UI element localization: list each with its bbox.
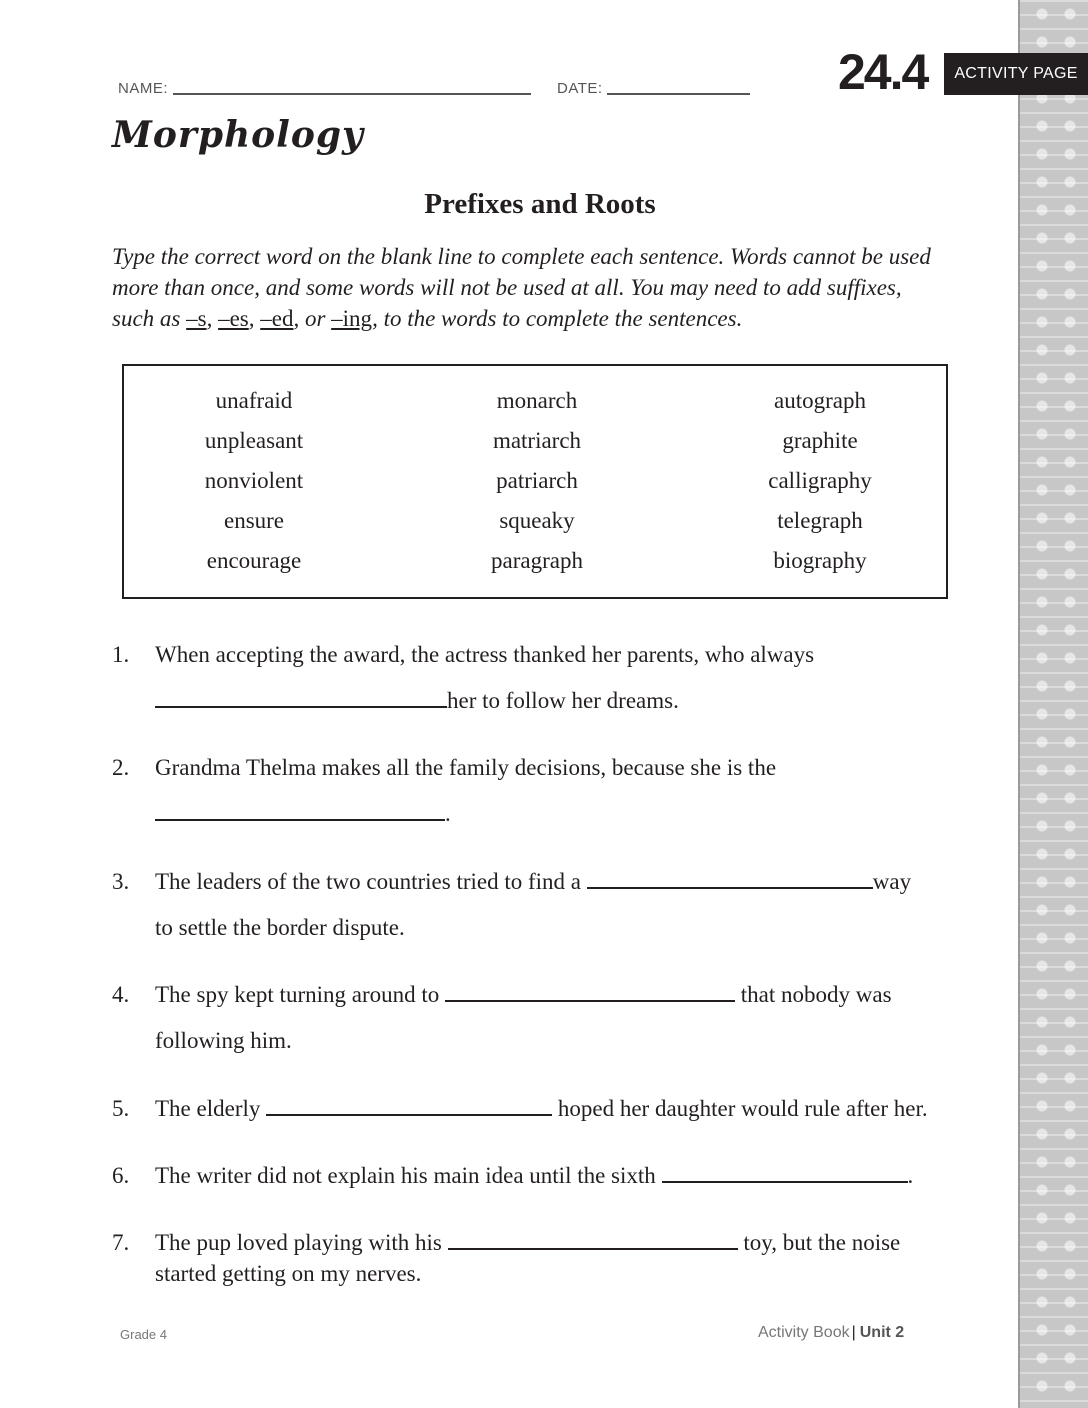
question-line (155, 1161, 913, 1191)
answer-blank[interactable] (445, 980, 735, 1002)
question-line (155, 867, 911, 897)
question-text: When accepting the award, the actress thanked her parents, who always (155, 642, 815, 667)
word-bank-word: patriarch (496, 468, 578, 493)
question-text: following him. (155, 1028, 292, 1053)
footer-unit: Unit 2 (859, 1324, 905, 1341)
answer-blank[interactable] (155, 799, 445, 821)
word-bank-word: monarch (496, 388, 578, 413)
word-bank-word: unpleasant (204, 428, 304, 453)
instructions-sep: , or (293, 306, 332, 331)
word-bank-word: nonviolent (204, 468, 304, 493)
word-bank-word: telegraph (777, 508, 863, 533)
question-text: The elderly (155, 1096, 267, 1121)
question-text: . (445, 801, 451, 826)
question-text: that nobody was (735, 982, 892, 1007)
word-bank-word: unafraid (215, 388, 293, 413)
question-number: 4. (112, 982, 130, 1007)
word-bank-word: ensure (223, 508, 285, 533)
question-text: The spy kept turning around to (155, 982, 446, 1007)
footer-book-title: Activity Book (758, 1324, 850, 1341)
question-number: 7. (112, 1230, 130, 1255)
question-text: way (872, 869, 912, 894)
answer-blank[interactable] (662, 1161, 908, 1183)
footer-book (758, 1324, 904, 1342)
question-line (155, 686, 679, 716)
footer-separator: | (851, 1324, 856, 1341)
suffix-ed: –ed (260, 306, 294, 331)
question-line (155, 799, 451, 829)
date-label: DATE: (557, 80, 603, 97)
question-line (155, 1228, 900, 1258)
question-number: 1. (112, 642, 130, 667)
question-number: 5. (112, 1096, 130, 1121)
suffix-es: –es (218, 306, 249, 331)
suffix-s: –s (186, 306, 207, 331)
suffix-ing: –ing (331, 306, 373, 331)
question-text: to settle the border dispute. (155, 915, 405, 940)
word-bank-word: calligraphy (768, 468, 872, 493)
question-text: The pup loved playing with his (155, 1230, 448, 1255)
question-text: hoped her daughter would rule after her. (552, 1096, 928, 1121)
answer-blank[interactable] (155, 686, 447, 708)
word-bank (122, 364, 948, 599)
word-bank-word: autograph (774, 388, 866, 413)
name-field[interactable] (173, 93, 531, 95)
instructions-text: , to the words to complete the sentences. (372, 306, 743, 331)
question-text: Grandma Thelma makes all the family decisions, because she is the (155, 755, 777, 780)
activity-page-badge: ACTIVITY PAGE (944, 53, 1088, 95)
word-bank-word: paragraph (491, 548, 583, 573)
word-bank-word: graphite (782, 428, 858, 453)
question-number: 3. (112, 869, 130, 894)
question-text: The writer did not explain his main idea until the sixth (155, 1163, 662, 1188)
word-bank-word: encourage (206, 548, 302, 573)
answer-blank[interactable] (266, 1094, 552, 1116)
instructions-sep: , (206, 306, 219, 331)
word-bank-column (124, 384, 384, 584)
question-line (155, 980, 892, 1010)
date-field[interactable] (607, 93, 750, 95)
answer-blank[interactable] (587, 867, 873, 889)
footer-grade: Grade 4 (120, 1327, 167, 1342)
word-bank-word: biography (773, 548, 867, 573)
name-label: NAME: (118, 80, 169, 97)
section-subtitle: Prefixes and Roots (424, 188, 656, 220)
word-bank-column (690, 384, 950, 584)
question-text: started getting on my nerves. (155, 1261, 422, 1286)
instructions-sep: , (248, 306, 261, 331)
page-title: Morphology (112, 114, 364, 156)
word-bank-word: squeaky (499, 508, 575, 533)
question-text: . (907, 1163, 914, 1188)
question-text: her to follow her dreams. (447, 688, 679, 713)
word-bank-column (407, 384, 667, 584)
question-line (155, 1094, 928, 1124)
instructions-text: Type the correct word on the blank line to complete each sentence. Words cannot be used more than once, and some words will not be used at all. You may need to add suffixes, such as (112, 244, 931, 331)
word-bank-word: matriarch (492, 428, 582, 453)
question-number: 2. (112, 755, 130, 780)
instructions (112, 241, 942, 334)
answer-blank[interactable] (448, 1228, 738, 1250)
question-number: 6. (112, 1163, 130, 1188)
question-text: The leaders of the two countries tried to find a (155, 869, 587, 894)
question-text: toy, but the noise (737, 1230, 901, 1255)
activity-number: 24.4 (838, 44, 928, 100)
